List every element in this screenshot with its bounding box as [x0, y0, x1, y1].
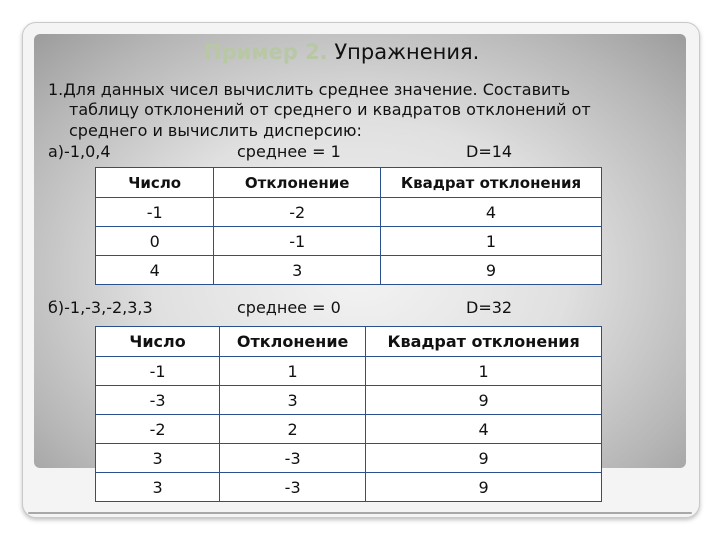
- header-squared-deviation: Квадрат отклонения: [380, 168, 601, 198]
- part-b-label: б)-1,-3,-2,3,3: [48, 298, 153, 317]
- table-row: [96, 357, 602, 386]
- cell-squared: 9: [366, 473, 602, 502]
- task-line-1: 1.Для данных чисел вычислить среднее значение. Составить: [48, 80, 571, 99]
- table-row: [96, 415, 602, 444]
- frame-bottom-line: [28, 512, 692, 514]
- table-row: [96, 256, 602, 285]
- cell-deviation: -1: [214, 227, 381, 256]
- title-main: Упражнения.: [334, 40, 480, 64]
- part-a-variance: D=14: [466, 142, 513, 161]
- cell-squared: 9: [366, 444, 602, 473]
- table-header-row: [96, 168, 602, 198]
- header-number: Число: [96, 168, 214, 198]
- cell-number: -1: [96, 198, 214, 227]
- cell-number: -1: [96, 357, 220, 386]
- part-b-variance: D=32: [466, 298, 513, 317]
- cell-squared: 9: [380, 256, 601, 285]
- cell-squared: 1: [366, 357, 602, 386]
- part-b-mean: среднее = 0: [237, 298, 341, 317]
- table-row: [96, 227, 602, 256]
- cell-deviation: 1: [220, 357, 366, 386]
- cell-deviation: 3: [220, 386, 366, 415]
- table-row: [96, 386, 602, 415]
- header-number: Число: [96, 327, 220, 357]
- deviation-table-b: [95, 326, 602, 502]
- title-accent: Пример 2.: [204, 40, 328, 64]
- slide-title: [204, 40, 479, 64]
- part-a-mean: среднее = 1: [237, 142, 341, 161]
- cell-number: -3: [96, 386, 220, 415]
- task-line-3: среднего и вычислить дисперсию:: [69, 121, 362, 140]
- header-deviation: Отклонение: [220, 327, 366, 357]
- cell-number: 4: [96, 256, 214, 285]
- cell-squared: 1: [380, 227, 601, 256]
- cell-deviation: -3: [220, 473, 366, 502]
- task-line-2: таблицу отклонений от среднего и квадратов отклонений от: [69, 100, 591, 119]
- cell-deviation: -2: [214, 198, 381, 227]
- table-row: [96, 444, 602, 473]
- header-squared-deviation: Квадрат отклонения: [366, 327, 602, 357]
- cell-deviation: -3: [220, 444, 366, 473]
- table-row: [96, 198, 602, 227]
- cell-number: 0: [96, 227, 214, 256]
- cell-number: 3: [96, 444, 220, 473]
- cell-squared: 4: [366, 415, 602, 444]
- deviation-table-a: [95, 167, 602, 285]
- cell-squared: 4: [380, 198, 601, 227]
- cell-number: 3: [96, 473, 220, 502]
- table-header-row: [96, 327, 602, 357]
- header-deviation: Отклонение: [214, 168, 381, 198]
- cell-squared: 9: [366, 386, 602, 415]
- table-row: [96, 473, 602, 502]
- cell-deviation: 3: [214, 256, 381, 285]
- cell-deviation: 2: [220, 415, 366, 444]
- part-a-label: а)-1,0,4: [48, 142, 111, 161]
- cell-number: -2: [96, 415, 220, 444]
